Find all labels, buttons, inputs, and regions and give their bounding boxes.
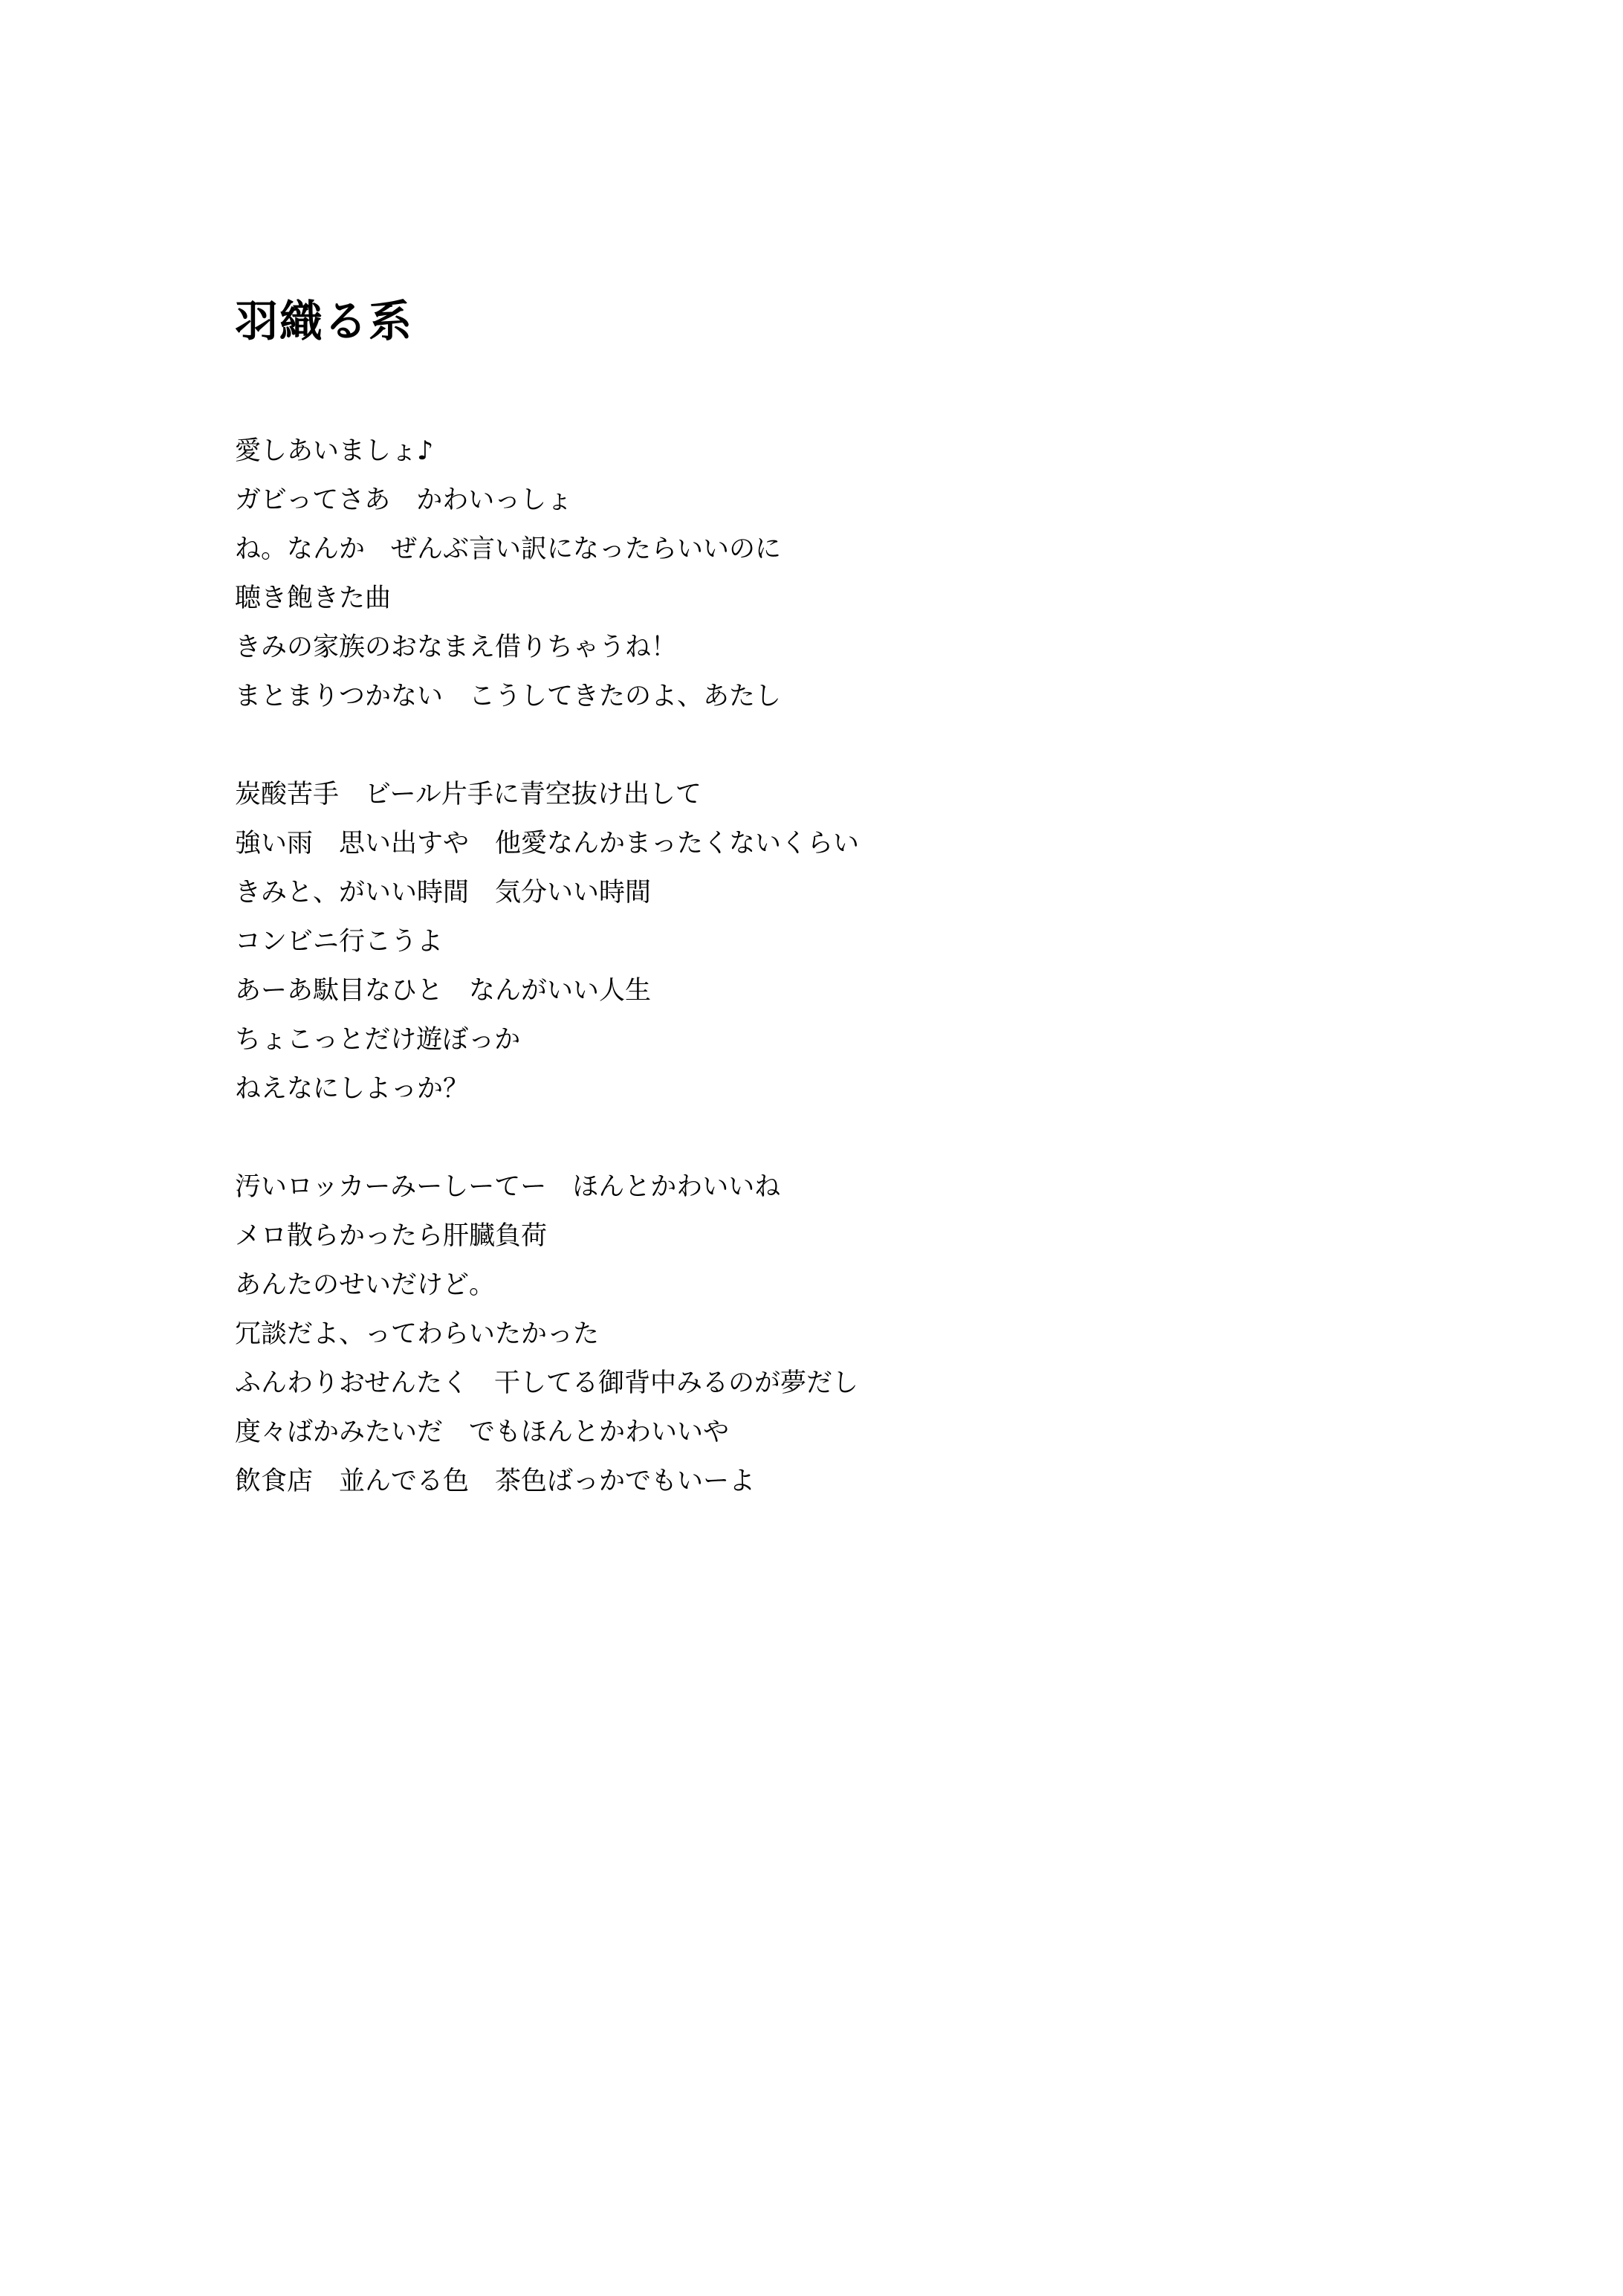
- lyric-line: まとまりつかない こうしてきたのよ、あたし: [235, 682, 782, 711]
- lyric-line: 強い雨 思い出すや 他愛なんかまったくないくらい: [235, 829, 860, 858]
- stanza-3: [235, 1162, 1498, 1506]
- lyric-line: 冗談だよ、ってわらいたかった: [235, 1319, 600, 1349]
- page-title: 羽織る系: [235, 296, 414, 346]
- lyric-line: コンビニ行こうよ: [235, 927, 444, 957]
- lyrics-body: [235, 427, 1498, 1555]
- lyric-line: 飲食店 並んでる色 茶色ばっかでもいーよ: [235, 1466, 756, 1496]
- lyric-line: 汚いロッカーみーしーてー ほんとかわいいね: [235, 1172, 781, 1202]
- lyric-line: 度々ばかみたいだ でもほんとかわいいや: [235, 1417, 730, 1447]
- stanza-2: [235, 770, 1498, 1113]
- lyric-line: きみの家族のおなまえ借りちゃうね！: [235, 633, 678, 662]
- stanza-1: [235, 427, 1498, 721]
- lyric-line: メロ散らかったら肝臓負荷: [235, 1221, 548, 1251]
- lyric-line: ちょこっとだけ遊ぼっか: [235, 1025, 521, 1055]
- lyric-line: ね。なんか ぜんぶ言い訳になったらいいのに: [235, 534, 782, 564]
- lyric-line: あーあ駄目なひと なんがいい人生: [235, 976, 652, 1006]
- lyric-line: ふんわりおせんたく 干してる御背中みるのが夢だし: [235, 1368, 858, 1398]
- lyric-line: ガビってさあ かわいっしょ: [235, 485, 573, 515]
- lyric-line: 炭酸苦手 ビール片手に青空抜け出して: [235, 780, 702, 809]
- lyric-line: きみと、がいい時間 気分いい時間: [235, 878, 652, 908]
- lyric-line: 聴き飽きた曲: [235, 583, 392, 613]
- lyric-line: あんたのせいだけど。: [235, 1270, 496, 1300]
- lyric-line: ねえなにしよっか？: [235, 1074, 470, 1104]
- lyric-line: 愛しあいましょ♪: [235, 436, 434, 466]
